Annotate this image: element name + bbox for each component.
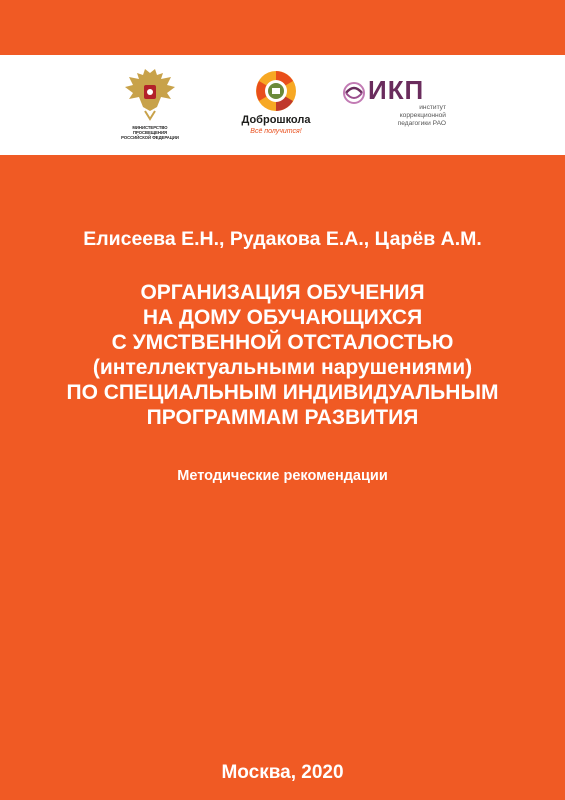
coat-of-arms-icon [115, 67, 185, 123]
publication-place-year: Москва, 2020 [221, 762, 344, 783]
title-line: С УМСТВЕННОЙ ОТСТАЛОСТЬЮ [111, 331, 454, 354]
title-line: ОРГАНИЗАЦИЯ ОБУЧЕНИЯ [140, 281, 425, 304]
dobroshkola-name: Доброшкола [241, 114, 311, 126]
ministry-caption-line: МИНИСТЕРСТВО ПРОСВЕЩЕНИЯ [132, 125, 168, 135]
subtitle: Методические рекомендации [177, 468, 388, 484]
book-title [0, 280, 565, 430]
ikp-subtitle-line: институт [419, 104, 446, 111]
ikp-logo [340, 75, 445, 135]
title-line: ПРОГРАММАМ РАЗВИТИЯ [146, 406, 419, 429]
ikp-subtitle-line: коррекционной [399, 112, 446, 119]
ikp-subtitle-line: педагогики РАО [397, 120, 446, 127]
ikp-name: ИКП [368, 75, 425, 105]
title-line: НА ДОМУ ОБУЧАЮЩИХСЯ [142, 306, 423, 329]
ministry-logo [115, 67, 185, 147]
dobroshkola-logo [234, 68, 318, 146]
dobroshkola-slogan: Всё получится! [250, 128, 302, 135]
logo-band [0, 55, 565, 155]
swirl-icon [340, 79, 368, 107]
flower-badge-icon [234, 68, 318, 114]
title-line: (интеллектуальными нарушениями) [92, 356, 473, 379]
ministry-caption-line: РОССИЙСКОЙ ФЕДЕРАЦИИ [121, 135, 179, 140]
title-line: ПО СПЕЦИАЛЬНЫМ ИНДИВИДУАЛЬНЫМ [66, 381, 499, 404]
authors: Елисеева Е.Н., Рудакова Е.А., Царёв А.М. [83, 228, 482, 250]
ministry-caption [115, 125, 185, 140]
ikp-subtitle [376, 104, 446, 128]
